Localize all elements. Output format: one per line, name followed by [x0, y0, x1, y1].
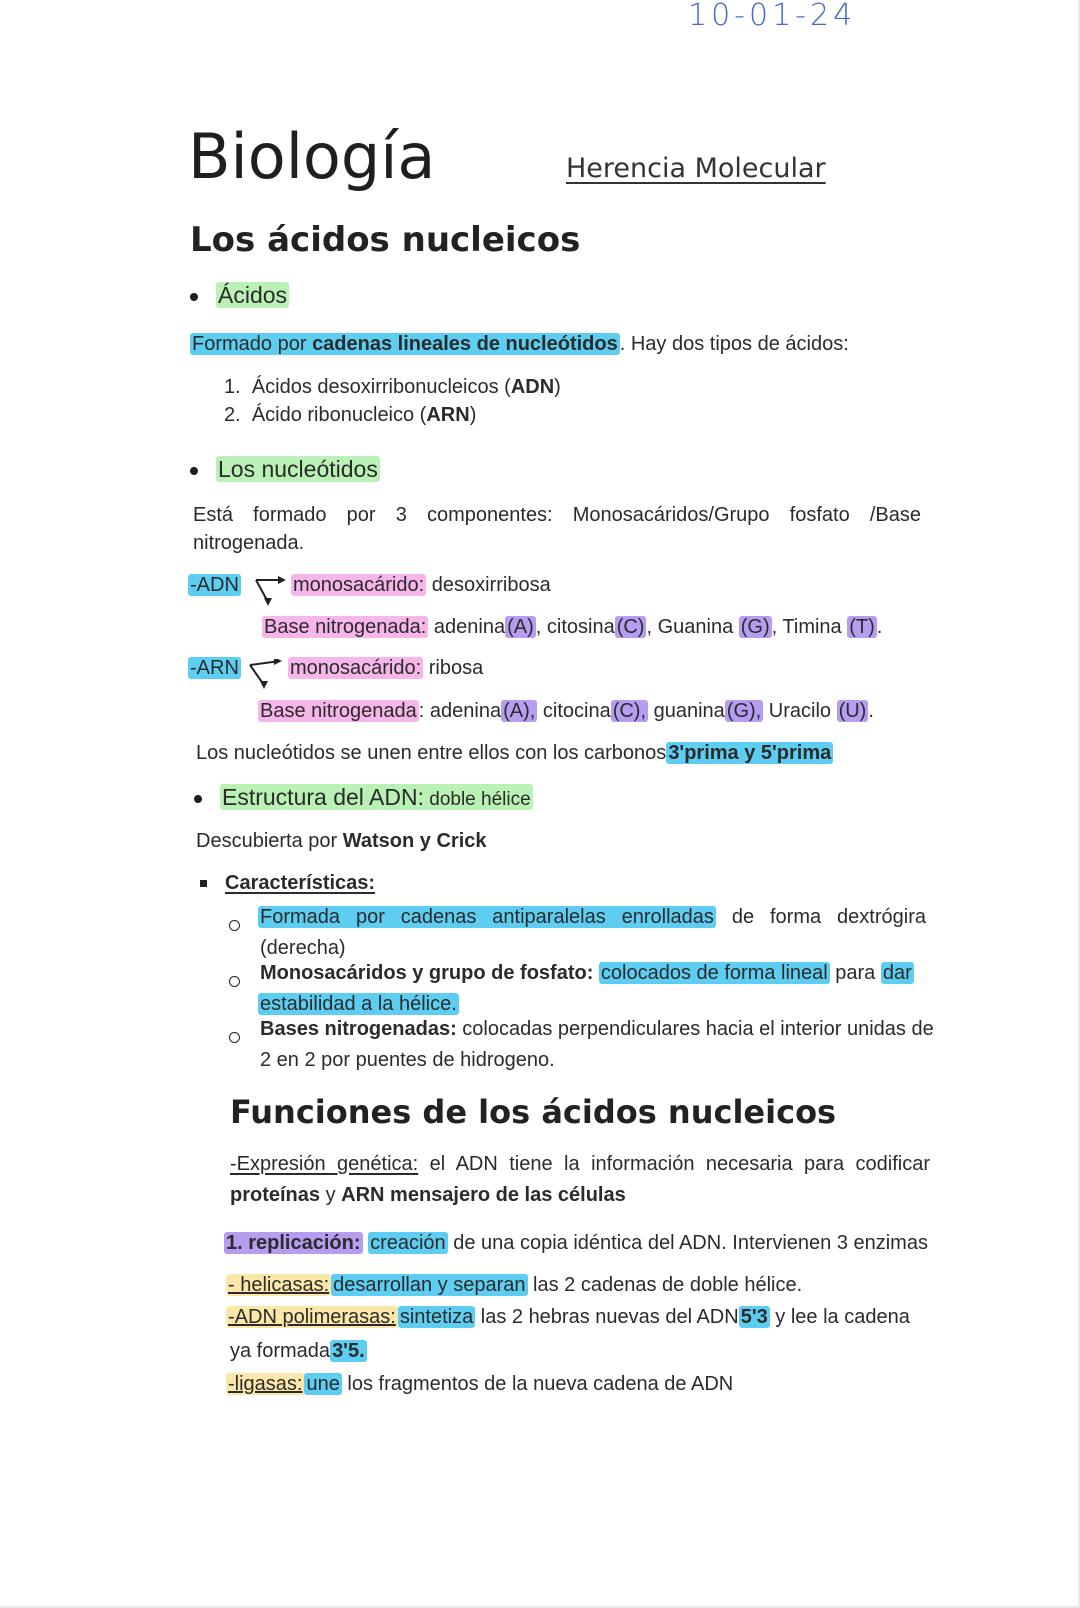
list-item-adn: [224, 376, 561, 399]
adn-bases: [262, 616, 882, 639]
item1-highlight: Formada por cadenas antiparalelas enrolladas: [260, 906, 714, 928]
base-code: (A): [507, 616, 534, 638]
square-bullet: [200, 880, 207, 887]
caract-item3-line1: [260, 1018, 934, 1041]
bullet-estructura: [194, 784, 533, 811]
base-name: Guanina: [652, 616, 739, 638]
item3-rest: colocadas perpendiculares hacia el interior unidas de: [456, 1018, 934, 1040]
list-end: ): [554, 376, 561, 398]
expresion-label: -Expresión genética:: [230, 1153, 419, 1175]
bullet-acidos: [190, 282, 289, 309]
caract-item2-line2: [258, 993, 459, 1016]
item2-bold: Monosacáridos y grupo de fosfato:: [260, 962, 594, 984]
nucleotidos-label: Los nucleótidos: [218, 456, 378, 482]
adn-tag: -ADN: [190, 574, 239, 596]
expresion-line1: [230, 1153, 930, 1176]
ligasas-label: -ligasas:: [228, 1373, 303, 1395]
expresion-mid: y: [320, 1184, 342, 1206]
replicacion-creacion: creación: [370, 1232, 446, 1254]
base-name: Uracilo: [763, 700, 837, 722]
replicacion-label: 1. replicación:: [226, 1232, 361, 1254]
expresion-bold2: ARN mensajero de las células: [341, 1184, 626, 1206]
arn-bases: [258, 700, 874, 723]
item2-highlight: colocados de forma lineal: [600, 962, 828, 984]
mono-label: monosacárido:: [293, 574, 425, 596]
list-bold: ARN: [426, 404, 470, 426]
list-end: ): [469, 404, 477, 426]
base-name: Timina: [777, 616, 848, 638]
page-subtitle: Herencia Molecular: [566, 153, 826, 184]
polimerasas-line2: [230, 1340, 367, 1363]
arn-monosacarido: [288, 657, 483, 680]
base-code: (C): [616, 616, 645, 638]
polimerasas-35: 3'5.: [332, 1340, 365, 1362]
item3-bold: Bases nitrogenadas:: [260, 1018, 457, 1040]
base-colon: :: [418, 700, 425, 722]
helicasas-rest: las 2 cadenas de doble hélice.: [527, 1274, 803, 1296]
formado-rest: . Hay dos tipos de ácidos:: [619, 333, 849, 355]
helicasas-highlight: desarrollan y separan: [333, 1274, 526, 1296]
formado-line: [190, 333, 849, 356]
descubierta-line: [196, 830, 487, 853]
formado-text: Formado por: [192, 333, 313, 355]
union-line: [196, 742, 833, 765]
base-sep: ,: [535, 616, 542, 638]
polimerasas-53: 5'3: [740, 1306, 768, 1328]
base-name: guanina: [648, 700, 725, 722]
base-name: citocina: [537, 700, 611, 722]
estructura-label: Estructura del ADN:: [222, 784, 424, 810]
mono-value: desoxirribosa: [426, 574, 551, 596]
polimerasas-label: -ADN polimerasas:: [228, 1306, 396, 1328]
base-sep: ,: [646, 616, 653, 638]
arn-tag: -ARN: [190, 657, 239, 679]
item2-dar: dar: [882, 962, 912, 984]
list-num: 2.: [224, 404, 241, 426]
base-label: Base nitrogenada: [260, 700, 417, 722]
discovered-text: Descubierta por: [196, 830, 343, 852]
caract-item3-line2: 2 en 2 por puentes de hidrogeno.: [260, 1049, 555, 1071]
item1-rest: de forma dextrógira: [715, 906, 926, 928]
union-text: Los nucleótidos se unen entre ellos con los carbonos: [196, 742, 667, 764]
expresion-bold1: proteínas: [230, 1184, 321, 1206]
adn-label: [188, 574, 241, 597]
base-name: citosina: [541, 616, 615, 638]
circle-bullet-3: [229, 1030, 240, 1048]
replicacion-line: [224, 1232, 928, 1255]
list-bold: ADN: [510, 376, 555, 398]
estructura-highlight: [220, 784, 533, 810]
base-code: (T): [849, 616, 875, 638]
nucleotidos-desc-line1: Está formado por 3 componentes: Monosacáridos/Grupo fosfato /Base: [193, 504, 921, 526]
circle-bullet-2: [229, 974, 240, 992]
base-name: adenina: [424, 700, 502, 722]
base-code: (G): [740, 616, 770, 638]
base-sep: ,: [771, 616, 778, 638]
caracteristicas-heading: [200, 872, 375, 895]
helicasas-label: - helicasas:: [228, 1274, 330, 1296]
section-heading-funciones: Funciones de los ácidos nucleicos: [230, 1093, 837, 1131]
section-heading-acidos-nucleicos: Los ácidos nucleicos: [190, 220, 581, 260]
date-handwritten: 10-01-24: [688, 0, 857, 33]
bullet-dot: [190, 467, 198, 475]
expresion-line2: [230, 1184, 626, 1207]
branch-arrow-icon: [254, 576, 290, 610]
helicasas-line: [226, 1274, 802, 1297]
base-code: (C),: [612, 700, 647, 722]
mono-label: monosacárido:: [290, 657, 422, 679]
item2-para: para: [829, 962, 881, 984]
bullet-dot: [190, 293, 198, 301]
polimerasas-line1: [226, 1306, 910, 1329]
bullet-nucleotidos: [190, 456, 380, 483]
estructura-small: doble hélice: [423, 789, 531, 810]
ligasas-highlight: une: [306, 1373, 340, 1395]
base-code: (A),: [503, 700, 536, 722]
replicacion-rest: de una copia idéntica del ADN. Intervienen 3 enzimas: [447, 1232, 928, 1254]
list-item-arn: [224, 404, 476, 427]
discovered-bold: Watson y Crick: [342, 830, 487, 852]
list-text: Ácidos desoxirribonucleicos (: [251, 376, 511, 398]
base-name: adenina: [428, 616, 506, 638]
base-code: (G),: [726, 700, 762, 722]
base-code: (U): [838, 700, 867, 722]
acidos-label: Ácidos: [218, 282, 288, 308]
branch-arrow-icon: [248, 659, 286, 693]
circle-bullet-1: [229, 918, 240, 936]
caract-item1-line2: (derecha): [260, 937, 346, 959]
polimerasas-rest: las 2 hebras nuevas del ADN: [475, 1306, 739, 1328]
ligasas-line: [226, 1373, 733, 1396]
polimerasas-rest2: y lee la cadena: [769, 1306, 910, 1328]
arn-label: [188, 657, 241, 680]
adn-monosacarido: [291, 574, 551, 597]
list-num: 1.: [224, 376, 241, 398]
item2-line2-highlight: estabilidad a la hélice.: [260, 993, 457, 1015]
ligasas-rest: los fragmentos de la nueva cadena de ADN: [341, 1373, 734, 1395]
nucleotidos-desc-line2: nitrogenada.: [193, 532, 305, 554]
formado-highlight: [190, 333, 620, 355]
caract-item1-line1: [258, 906, 926, 929]
base-sep: .: [868, 700, 874, 722]
bullet-dot: [194, 795, 202, 803]
caract-item2-line1: [260, 962, 914, 985]
page-title: Biología: [188, 120, 436, 193]
caracteristicas-label: Características:: [225, 872, 376, 894]
base-label: Base nitrogenada:: [264, 616, 427, 638]
polimerasas-line2-text: ya formada: [230, 1340, 331, 1362]
expresion-rest: el ADN tiene la información necesaria para codificar: [418, 1153, 930, 1175]
cadenas-bold: cadenas lineales de nucleótidos: [312, 333, 618, 355]
mono-value: ribosa: [423, 657, 484, 679]
union-highlight: 3'prima y 5'prima: [668, 742, 832, 764]
polimerasas-highlight: sintetiza: [399, 1306, 474, 1328]
base-sep: .: [876, 616, 883, 638]
list-text: Ácido ribonucleico (: [251, 404, 427, 426]
